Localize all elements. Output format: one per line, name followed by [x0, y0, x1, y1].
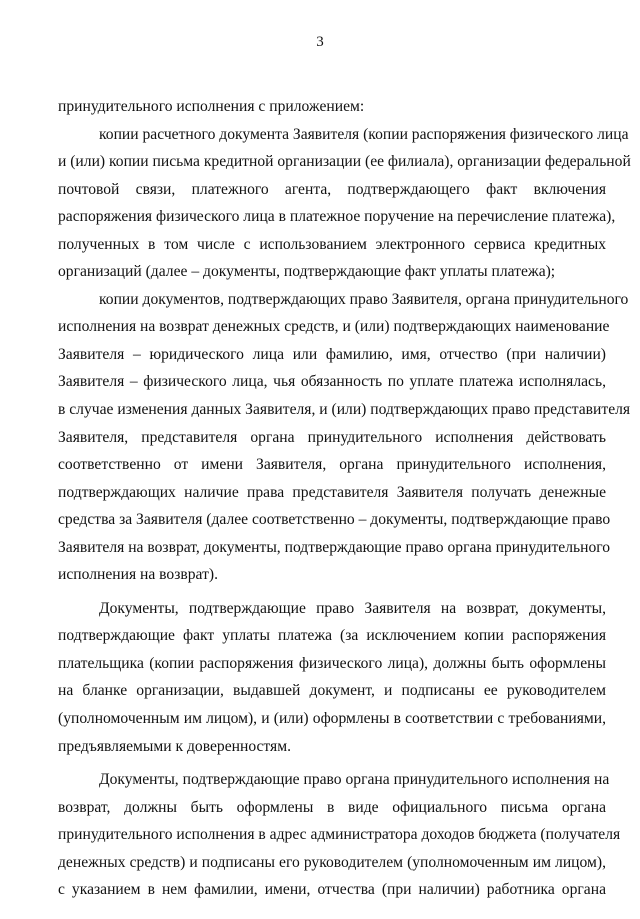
text-line: в случае изменения данных Заявителя, и (или) подтверждающих право представителя [58, 401, 631, 419]
text-line: организаций (далее – документы, подтверждающие факт уплаты платежа); [58, 263, 556, 281]
text-line: полученных в том числе с использованием электронного сервиса кредитных [58, 235, 606, 253]
text-line: распоряжения физического лица в платежное поручение на перечисление платежа), [58, 208, 616, 226]
text-line: соответственно от имени Заявителя, органа принудительного исполнения, [58, 456, 606, 474]
text-line: денежных средств) и подписаны его руководителем (уполномоченным им лицом), [58, 853, 606, 871]
text-line: (уполномоченным им лицом), и (или) оформлены в соответствии с требованиями, [58, 710, 606, 728]
page-number: 3 [316, 34, 324, 50]
text-line: с указанием в нем фамилии, имени, отчества (при наличии) работника органа [58, 881, 606, 899]
text-line: принудительного исполнения с приложением: [58, 98, 365, 115]
text-line: копии документов, подтверждающих право Заявителя, органа принудительного [99, 290, 629, 308]
text-line: и (или) копии письма кредитной организации (ее филиала), организации федеральной [58, 153, 631, 171]
text-line: Заявителя – юридического лица или фамилию, имя, отчество (при наличии) [58, 345, 606, 363]
text-line: почтовой связи, платежного агента, подтверждающего факт включения [58, 180, 606, 198]
text-line: копии расчетного документа Заявителя (копии распоряжения физического лица [99, 125, 629, 143]
body-text [58, 93, 631, 904]
text-line: подтверждающие факт уплаты платежа (за исключением копии распоряжения [58, 627, 606, 645]
text-line: исполнения на возврат). [58, 566, 218, 584]
text-line: плательщика (копии распоряжения физического лица), должны быть оформлены [58, 654, 606, 672]
text-line: Заявителя, представителя органа принудительного исполнения действовать [58, 428, 606, 446]
text-line: Документы, подтверждающие право органа принудительного исполнения на [99, 771, 610, 789]
text-line: Заявителя – физического лица, чья обязанность по уплате платежа исполнялась, [58, 373, 606, 391]
text-line: принудительного исполнения в адрес администратора доходов бюджета (получателя [58, 826, 621, 844]
text-line: исполнения на возврат денежных средств, и (или) подтверждающих наименование [58, 318, 610, 336]
text-line: подтверждающих наличие права представителя Заявителя получать денежные [58, 483, 606, 501]
text-line: средства за Заявителя (далее соответственно – документы, подтверждающие право [58, 511, 611, 529]
text-line: возврат, должны быть оформлены в виде официального письма органа [58, 798, 606, 816]
text-line: предъявляемыми к доверенностям. [58, 737, 291, 755]
text-line: Документы, подтверждающие право Заявителя на возврат, документы, [99, 599, 606, 617]
text-line: Заявителя на возврат, документы, подтверждающие право органа принудительного [58, 538, 611, 556]
text-line: на бланке организации, выдавшей документ, и подписаны ее руководителем [58, 682, 606, 700]
